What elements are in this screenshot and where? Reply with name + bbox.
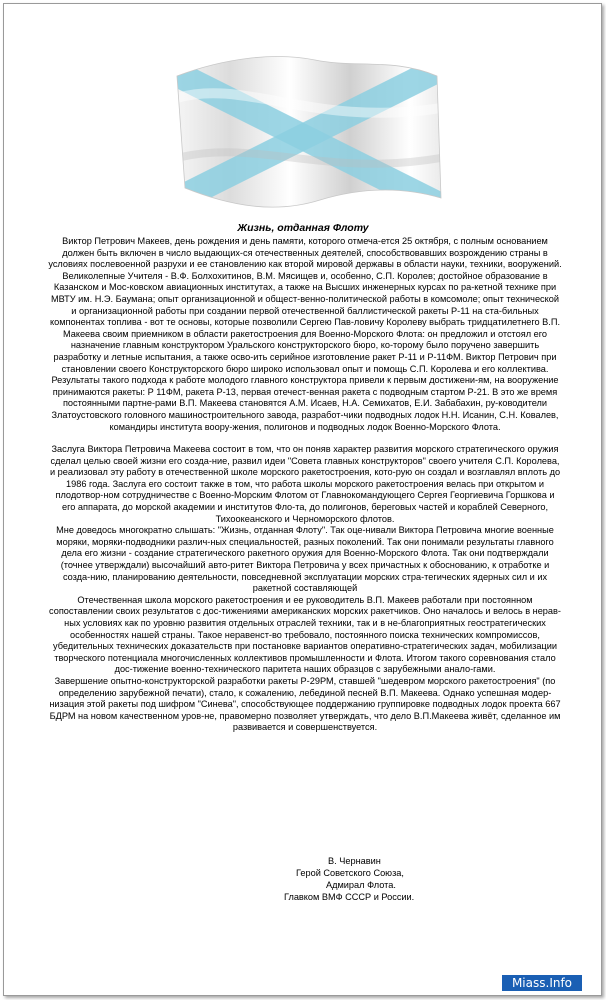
article-body <box>48 236 562 734</box>
signature-position: Главком ВМФ СССР и России. <box>284 892 415 902</box>
article-title: Жизнь, отданная Флоту <box>237 222 369 234</box>
paragraph: Заслуга Виктора Петровича Макеева состоит в том, что он поняв характер развития морского стратегического оружия сделал целью своей жизни его созда-ние, развил идеи "Совета главных конструкторов" своего учителя С.П. Королева, и реализовал эту работу в отечественной школе морского ракетостроения, кото-рую он создал и возглавлял вплоть до 1986 года. Заслуга его состоит также в том, что работа школы морского ракетостроения велась при открытом и плодотвор-ном сотрудничестве с Военно-Морским Флотом от Главнокомандующего Сергея Георгиевича Горшкова и его аппарата, до морской академии и институтов Фло-та, до полигонов, береговых частей и кораблей Северного, Тихоокеанского и Черноморского флотов. <box>49 444 561 524</box>
signature-rank: Герой Советского Союза, <box>296 868 404 878</box>
paragraph: Мне доведось многократно слышать: "Жизнь, отданная Флоту". Так оце-нивали Виктора Петровича многие военные моряки, моряки-подводники различ-ных специальностей, разных поколений. Так они понимали результаты главного дела его жизни - создание стратегического ракетного оружия для Военно-Морского Флота. Так они подтверждали (точнее утверждали) высочайший авто-ритет Виктора Петровича у всех причастных к обоснованию, к отработке и созда-нию, планированию деятельности, повседневной эксплуатации морских стра-тегических ядерных сил и их ракетной составляющей <box>56 525 554 594</box>
signature-name: В. Чернавин <box>328 856 381 866</box>
paragraph: Виктор Петрович Макеев, день рождения и день памяти, которого отмеча-ется 25 октября, с полным основанием должен быть включен в число выдающих-ся отечественных деятелей, способствовавших возрождению страны в условиях послевоенной разрухи и ее становлению как второй мировой державы в области науки, техники, вооружений. Великолепные Учителя - В.Ф. Болхохитинов, В.М. Мясищев и, особенно, С.П. Королев; достойное образование в Казанском и Мос-ковском авиационных институтах, а также на Высших инженерных курсах по ра-кетной технике при МВТУ им. Н.Э. Баумана; опыт организационной и общест-венно-политической работы в комсомоле; опыт технической и организационной работы при создании первой отечественной баллистической ракеты Р-11 на ста-бильных компонентах топлива - вот те основы, которые позволили Сергею Пав-ловичу Королеву выбрать тридцатилетнего В.П. Макеева своим приемником в области ракетостроения для Военно-Морского Флота: он предложил и отстоял его назначение главным конструктором Уральского конструкторского бюро, ко-торому было поручено завершить разработку и летные испытания, а также осво-ить серийное изготовление ракет Р-11 и Р-11ФМ. Виктор Петрович при становлении своего Конструкторского бюро широко использовал опыт и помощь С.П. Королева и его коллектива. Результаты такого подхода к работе молодого главного конструктора привели к первым достижени-ям, на вооружение принимаются ракеты: Р 11ФМ, ракета Р-13, первая отечест-венная ракета с подводным стартом Р-21. В это же время постоянными партне-рами В.П. Макеева становятся А.М. Исаев, Н.А. Семихатов, Е.И. Забабахин, ру-ководители Златоустовского головного машиностроительного завода, разработ-чики подводных лодок Н.Н. Исанин, С.Н. Ковалев, командиры института воору-жения, полигонов и подводных лодок Военно-Морского Флота. <box>48 236 562 432</box>
signature-title: Адмирал Флота. <box>326 880 396 890</box>
paragraph: Отечественная школа морского ракетостроения и ее руководитель В.П. Макеев работали при постоянном сопоставлении своих результатов с дос-тижениями американских морских ракетчиков. Оно началось и велось в нерав-ных условиях как по уровню развития отдельных отраслей техники, так и в не-благоприятных геостратегических особенностях нашей страны. Такое неравенст-во требовало, постоянного поиска технических компромиссов, убедительных технических доказательств при постановке вариантов оперативно-стратегических задач, мобилизации творческого потенциала многочисленных коллективов промышленности и Флота. Итогом такого соревнования стало дос-тижение военно-технического паритета наших образцов с зарубежными анало-гами. <box>49 594 561 675</box>
andreevsky-flag-image <box>155 38 455 223</box>
miass-info-watermark: Miass.Info <box>502 975 582 991</box>
paragraph: Завершение опытно-конструкторской разработки ракеты Р-29РМ, ставшей "шедевром морского ракетостроения" (по определению зарубежной печати), стало, к сожалению, лебединой песней В.П. Макеева. Однако успешная модер-низация этой ракеты под шифром "Синева", способствующее поддержанию группировке подводных лодок проекта 667 БДРМ на новом качественном уров-не, правомерно позволяет утверждать, что дело В.П.Макеева живёт, сделанное им развивается и совершенствуется. <box>49 675 561 733</box>
